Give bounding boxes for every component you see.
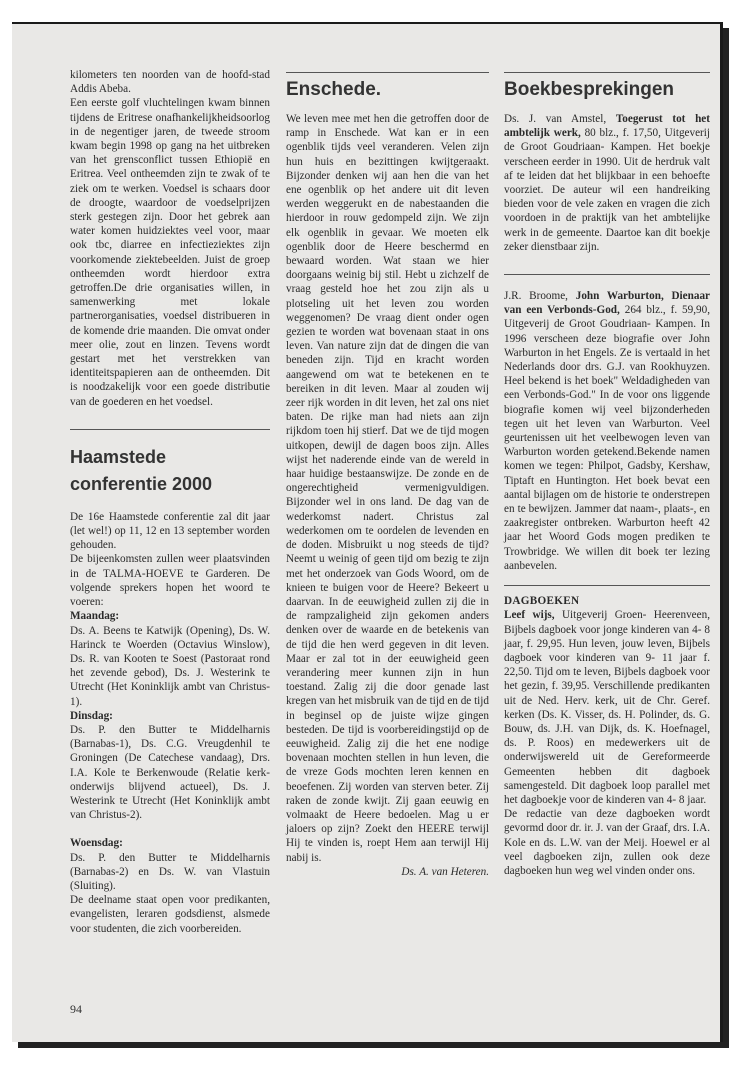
intro-paragraph-1: kilometers ten noorden van de hoofd-stad Addis Abeba. — [70, 69, 270, 96]
dagboeken-divider — [504, 585, 710, 586]
intro-paragraph-2: Een eerste golf vluchtelingen kwam binnen tijdens de Eritrese onafhankelijkheidsoorlog in de negentiger jaren, de tweede stroom kwam begin 1998 op gang na het uitbreken van het grensconflict tussen Ethiopië en Eritrea. Veel ontheemden zijn te zwak of te ziek om te werken. Voedsel is schaars door de droogte, waardoor de voedselprijzen sterk gestegen zijn. Door het gebrek aan water komen huidziektes veel voor, maar ook tbc, diarree en infectieziektes zijn voorkomende ziektebeelden. Juist de groep ontheemden wordt hierdoor extra getroffen.De drie organisaties willen, in samenwerking met lokale partnerorganisaties, voedsel distribueren in de komende drie maanden. Die omvat onder meer olie, zout en linzen. Tevens wordt gestart met het verstrekken van identiteitspapieren aan de ontheemden. Dit is noodzakelijk voor een goede distributie van de goederen en het voedsel. — [70, 97, 270, 408]
day-tuesday-text: Ds. P. den Butter te Middelharnis (Barnabas-1), Ds. C.G. Vreugdenhil te Groningen (De Catechese vandaag), Drs. I.A. Kole te Berkenwoude (Relatie kerk-onderwijs blijvend actueel), Ds. J. Westerink te Utrecht (Het Koninklijk ambt van Christus-2). — [70, 723, 270, 822]
review-2-body: 264 blz., f. 59,90, Uitgeverij de Groot Goudriaan- Kampen. In 1996 verscheen deze biografie over John Warburton in het Engels. Ze is vertaald in het Nederlands door drs. G.J. van Rookhuyzen. Heel bekend is het boek" Weldadigheden van een Verbonds-God." In de voor ons liggende biografie komen wij veel bijzonderheden tegen uit het leven van Warburton. Veel geurtenissen uit het veelbewogen leven van Warburton worden getekend.Bekende namen komen we tegen: Philpot, Gadsby, Kershaw, Tiptaft en Huntington. Het boek bevat een aantal bijlagen om de historie te onderstrepen en te bewijzen. Jammer dat naam-, plaats-, en zaakregister ontbreken. Warburton heeft 42 jaar het Woord Gods mogen prediken te Trowbridge. We willen dit boek ter lezing aanbevelen. — [504, 304, 710, 572]
review-2-author: J.R. Broome, — [504, 290, 568, 303]
day-wednesday-text: Ds. P. den Butter te Middelharnis (Barnabas-2) en Ds. W. van Vlastuin (Sluiting). — [70, 851, 270, 892]
section-divider — [70, 429, 270, 430]
review-1-body: 80 blz., f. 17,50, Uitgeverij de Groot Goudriaan- Kampen. Het boekje verscheen eerder in 1990. Uit de herdruk valt af te leiden dat het blijkbaar in een behoefte voorziet. De auteur wil een handreiking bieden voor de vele zaken en vragen die zich voordoen in de praktijk van het ambtelijke werk in de gemeente. Daartoe kan dit boekje zeker dienstbaar zijn. — [504, 127, 711, 253]
heading-rule — [504, 72, 710, 73]
haamstede-para-2: De bijeenkomsten zullen weer plaatsvinden in de TALMA-HOEVE te Garderen. De volgende sprekers hopen het woord te voeren: — [70, 553, 270, 609]
haamstede-heading-line2: conferentie 2000 — [70, 473, 213, 494]
enschede-body: We leven mee met hen die getroffen door de ramp in Enschede. Wat kan er in een ogenblik tijds veel veranderen. Velen zijn hun huis en bezittingen kwijtgeraakt. Bijzonder denken wij aan hen die van het ene ogenblik op het andere uit dit leven werden weggerukt en de nabestaanden die hierdoor in rouw gedompeld zijn. We zijn elk ogenblik in gevaar. We moeten elk ogenblik door de Heere beschermd en bewaard worden. Wat staan we hier doorgaans weinig bij stil. Hebt u zichzelf de vraag gesteld hoe het zou zijn als u plotseling uit het leven zou worden weggenomen? De vraag dient onder ogen gezien te worden wat bovenaan staat in ons leven. Van nature zijn dat de dingen die van beneden zijn. Tijd en kracht worden aangewend om wat te betekenen en te bereiken in dit leven. Maar al zouden wij zeer rijk worden in dit leven, het zal ons niet baten. De rijke man had niets aan zijn rijkdom toen hij stierf. Dat we de tijd mogen uitkopen, dewijl de dagen boos zijn. Alles wijst het naderende einde van de wereld in haar huidige bestaanswijze. De zonde en de ongerechtigheid vermenigvuldigen. Bijzonder wel in ons land. De dag van de wederkomst nadert. Christus zal wederkomen om te oordelen de levenden en de doden. Misbruikt u nog steeds de tijd? Neemt u weinig of geen tijd om bezig te zijn met het onderzoek van Gods Woord, om de knieen te buigen voor de Heere? Bekeert u daarvan. In de eeuwigheid zullen zij die in de rampzaligheid zijn gekomen anders denken over de waarde en de betekenis van de tijd die hen werd gegeven in dit leven. Maar er zal tot in der eeuwigheid geen verandering meer kunnen zijn in hun toestand. Zalig zij die door genade last kregen van het misbruik van de tijd en de tijd in beginsel op de juiste wijze gingen besteden. De tijd is voorbereidingstijd op de eeuwigheid. Zalig zij die het ene nodige bovenaan mochten stellen in hun leven, die de vreze Gods mochten leren kennen en beoefenen. Zij worden van sterven beter. Zij raken de zonde kwijt. Zij gaan eeuwig en volmaakt de Heere bedoelen. Mag u er jaloers op zijn? Zoekt den HEERE terwijl Hij te vinden is, roept Hem aan terwijl Hij nabij is. — [286, 113, 489, 864]
boekbesprekingen-heading: Boekbesprekingen — [504, 79, 674, 100]
day-monday-text: Ds. A. Beens te Katwijk (Opening), Ds. W. Harinck te Woerden (Octavius Winslow), Ds. R. van Kooten te Soest (Pastoraat rond het zevende gebod), Ds. J. Westerink te Utrecht (Het Koninklijk ambt van Christus-1). — [70, 624, 270, 708]
heading-rule — [286, 72, 489, 73]
haamstede-heading — [70, 444, 270, 498]
review-divider — [504, 274, 710, 275]
dagboeken-heading: DAGBOEKEN — [504, 595, 580, 608]
dagboeken-body-2: De redactie van deze dagboeken wordt gevormd door dr. ir. J. van der Graaf, drs. I.A. Kole en ds. L.W. van der Meij. Hoewel er al veel dagboeken zijn, zullen ook deze dagboeken hun weg wel vinden onder ons. — [504, 808, 710, 877]
dagboeken-title: Leef wijs, — [504, 609, 555, 622]
day-tuesday-label: Dinsdag: — [70, 709, 113, 722]
magazine-page — [12, 22, 723, 1042]
column-right — [504, 72, 710, 878]
page-number: 94 — [70, 1002, 82, 1016]
spacer — [70, 822, 270, 836]
day-monday-label: Maandag: — [70, 610, 120, 623]
review-1-author: Ds. J. van Amstel, — [504, 113, 607, 125]
column-middle — [286, 72, 489, 879]
review-2-title: John Warburton, Dienaar van een Verbonds-God, — [504, 290, 711, 317]
enschede-signature: Ds. A. van Heteren. — [401, 865, 489, 878]
review-1-title: Toegerust tot het ambtelijk werk, — [504, 113, 711, 140]
review-2 — [504, 289, 710, 573]
dagboeken-body: Uitgeverij Groen- Heerenveen, Bijbels dagboek voor jonge kinderen van 4- 8 jaar, f. 29,95. Hun leven, jouw leven, Bijbels dagboek voor kinderen van 9- 11 jaar f. 22,50. Tijd om te leven, Bijbels dagboek voor het gezin, f. 39,95. Verschillende predikanten uit de Ned. Herv. kerk, uit de Chr. Geref. kerken (Ds. K. Visser, ds. H. Polinder, ds. G. Bouw, ds. J.H. van Dijk, ds. K. Hoefnagel, ds. P. Roos) en medewerkers uit de onderwijswereld uit de Gereformeerde Gemeenten hebben dit dagboek samengesteld. Dit dagboek loop parallel met het dagboekje voor de kinderen van 4- 8 jaar. — [504, 609, 710, 806]
enschede-heading: Enschede. — [286, 79, 382, 100]
review-1 — [504, 112, 710, 254]
haamstede-closing: De deelname staat open voor predikanten, evangelisten, leraren godsdienst, alsmede voor studenten, die zich voorbereiden. — [70, 894, 270, 935]
day-wednesday-label: Woensdag: — [70, 837, 123, 850]
dagboeken-review — [504, 608, 710, 807]
column-left — [70, 68, 270, 936]
haamstede-heading-line1: Haamstede — [70, 446, 167, 467]
haamstede-para-1: De 16e Haamstede conferentie zal dit jaar (let wel!) op 11, 12 en 13 september worden gehouden. — [70, 510, 270, 552]
